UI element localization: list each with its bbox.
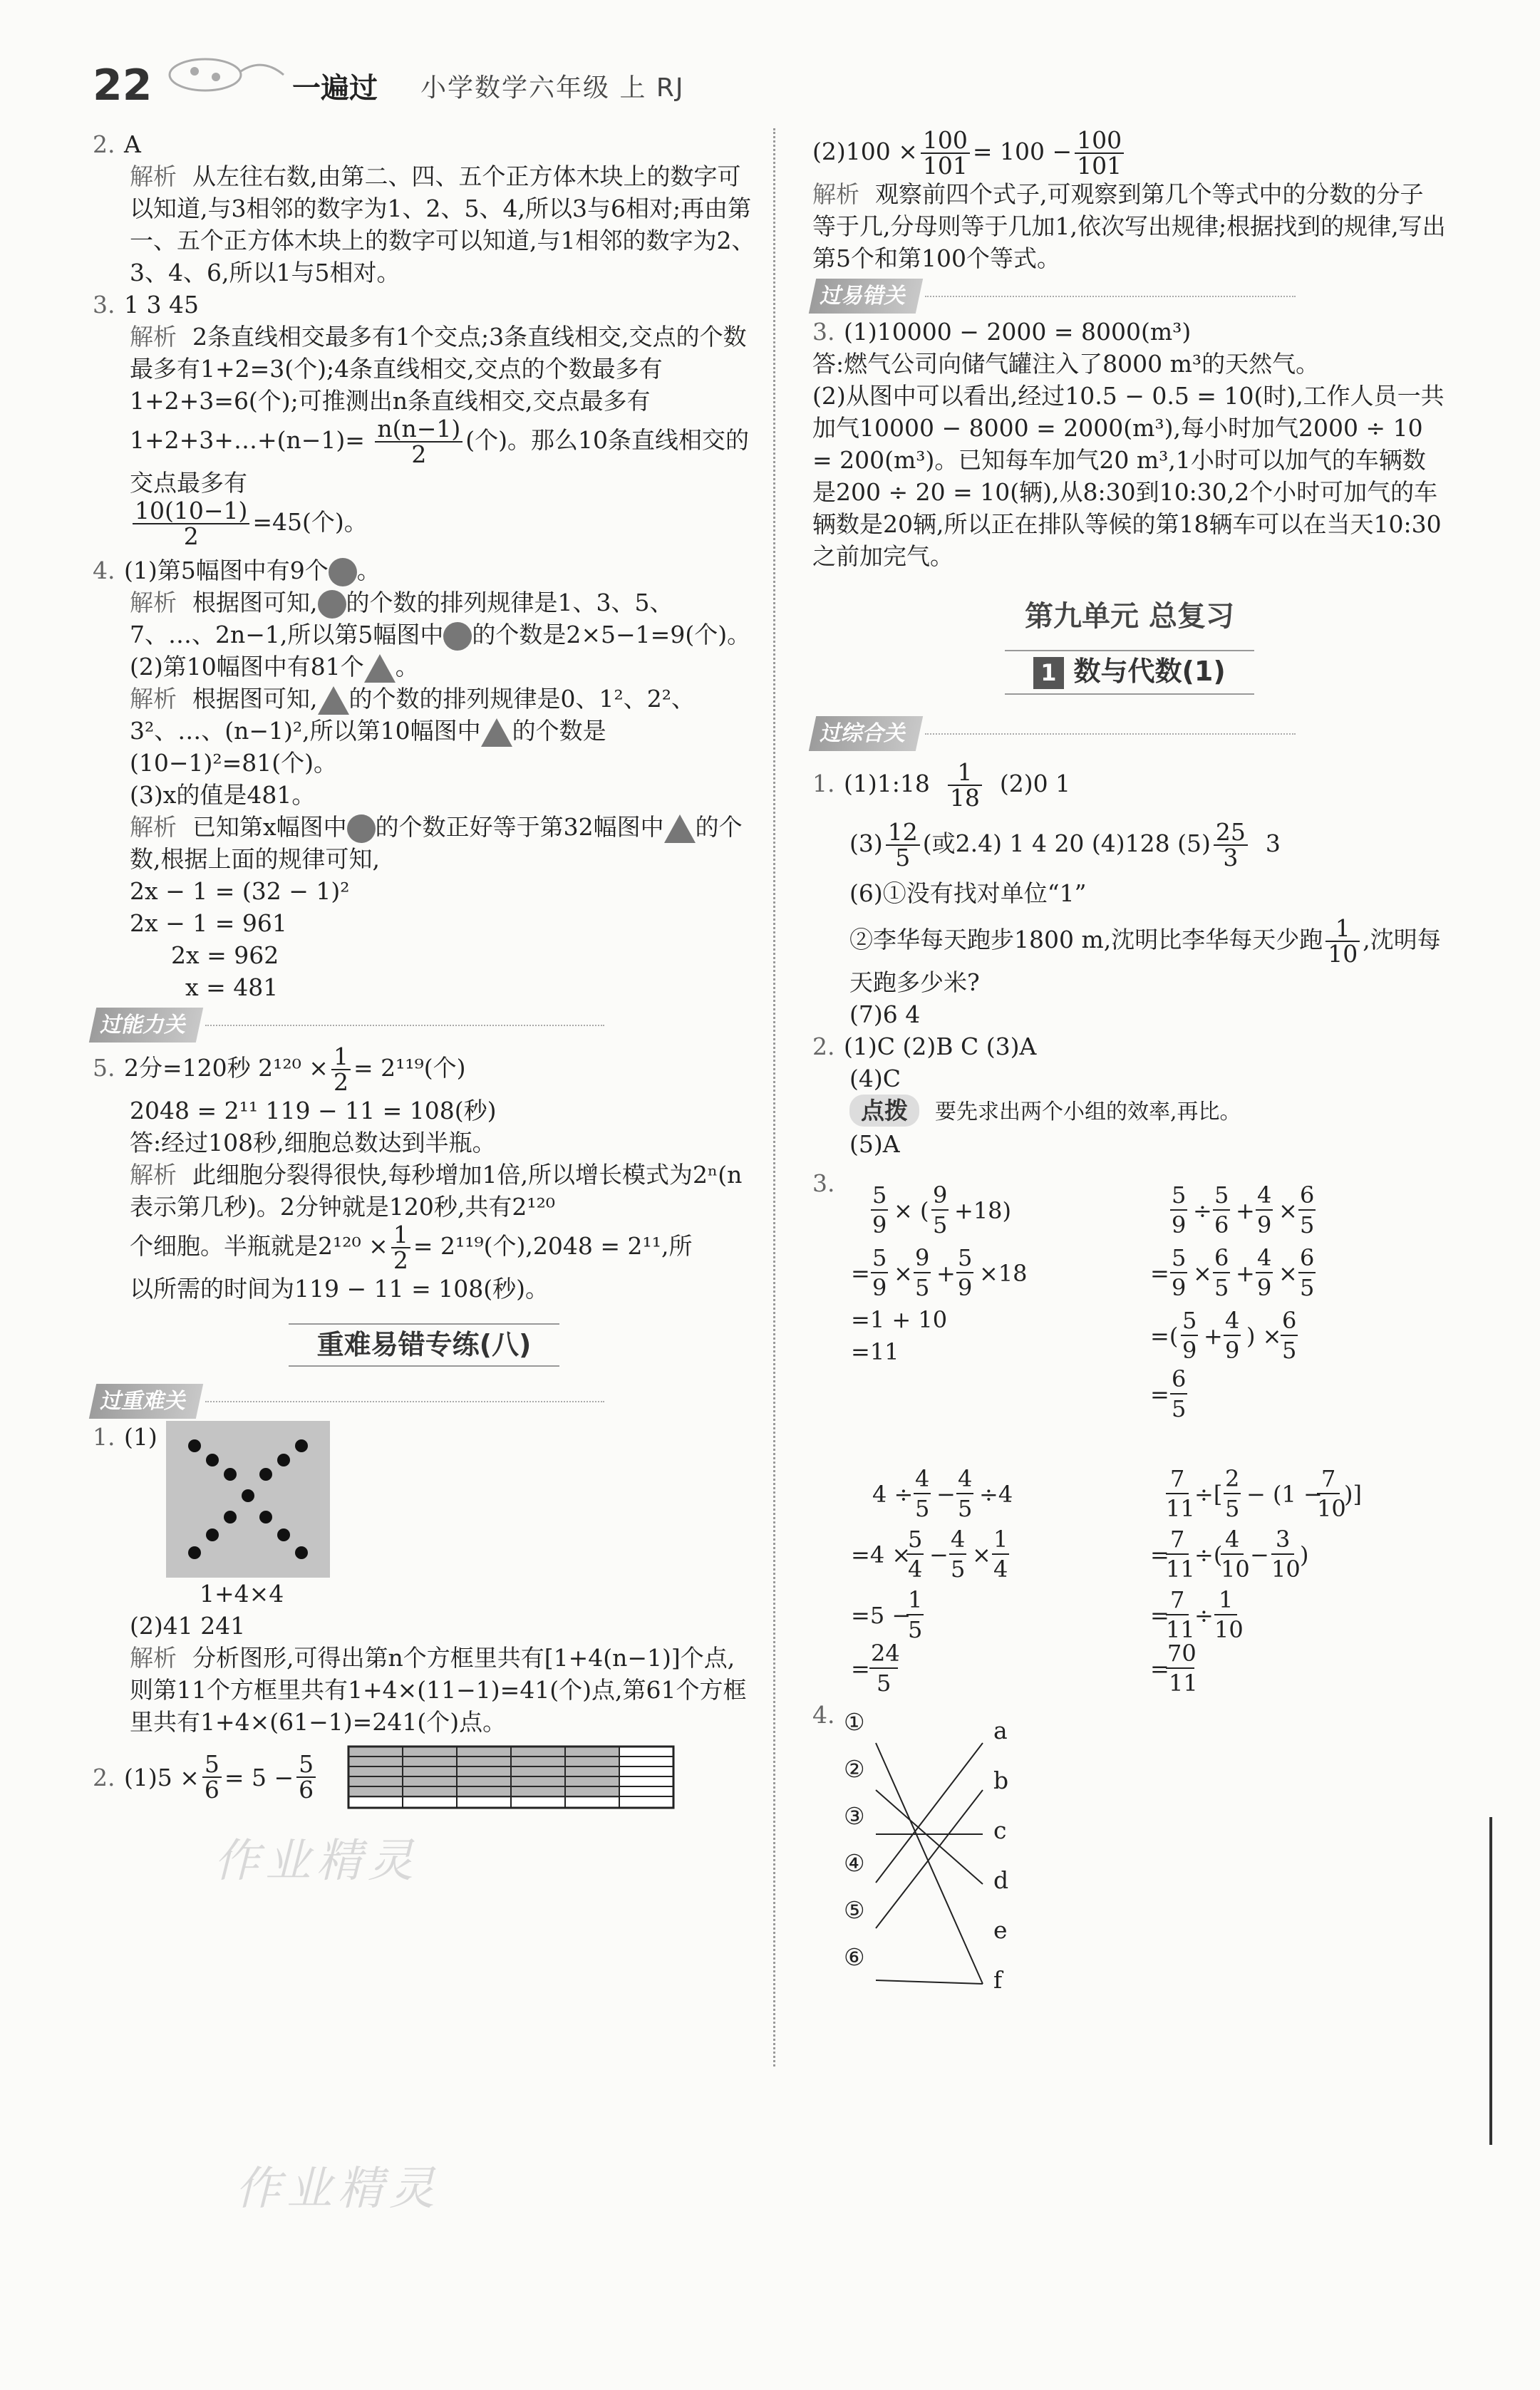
frac-bot: 3 xyxy=(1223,844,1239,871)
jiexi-label: 解析 xyxy=(130,813,177,841)
fraction xyxy=(202,1752,222,1802)
text: (1) xyxy=(124,1423,157,1451)
left-column: 2. A 解析 从左往右数,由第二、四、五个正方体木块上的数字可以知道,与3相邻的数字为1、2、5、4,所以3与6相对;再由第一、五个正方体木块上的数字可以知道,与1相邻的数字为2、3、4、6,所以1与5相对。 3. 1 3 45 解析 2条直线相交最多有1个交点;3条直线相交,交点的个数最多有1+2=3(个);4条直线相交,交点的个数最多有1+2+3=6(个);可推测出n条直线相交,交点最多有1+2+3+…+(n−1)= $\frac{n(n-1)}{2}$ (个)。那么10条直线相交的交点最多有 $\frac{10(10-1)}{2}$ =45(个)。 4. (1)第5幅图中有9个 。 解析 根据图可知, 的个数的排列规律是1、3、5、7、…、2n−1,所以第5幅图中 的个数是2×5−1=9(个)。 (2)第10幅图中有81个 。 解析 根据图可知, 的个数的排列规律是0、1²、2²、3²、…、(n−1)²,所以第10幅图中 的个数是(10−1)²=81(个)。 (3)x的值是481。 解析 已知第x幅图中 的个数正好等于第32幅图中 的个数,根据上面的规律可知, 2x − 1 = (32 − 1)² 2x − 1 = 961 2x = 962 x = 481 过能力关 5. 2分=120秒 2¹²⁰ × $\frac{1}{2}$ = 2¹¹⁹(个) 2048 = 2¹¹ 119 − 11 = 108(秒) 答:经过108秒,细胞总数达到半瓶。 解析 此细胞分裂得很快,每秒增加1倍,所以增长模式为2ⁿ(n表示第几秒)。2分钟就是120秒,共有2¹²⁰ 个细胞。半瓶就是2¹²⁰ × $\frac{1}{2}$ = 2¹¹⁹(个),2048 = 2¹¹,所 以所需的时间为119 − 11 = 108(秒)。 重难易错专练(八) 过重难关 1. (1) 1+4×4 (2)41 241 解析 分析图形,可得出第n个方框里共有[1+4(n−1)]个点,则第11个方框里共有1+4×(11−1)=41(个)点,第61个方框里共有1+4×(61−1)=241(个)点。 2. (1)5 × $\frac{5}{6}$ = 5 − $\frac{5}{6}$ xyxy=(93,128,755,1809)
q4-3-explanation xyxy=(93,811,755,875)
svg-text:5: 5 xyxy=(1282,1337,1297,1364)
q-num: 5. xyxy=(93,1054,115,1082)
text: (1)10000 − 2000 = 8000(m³) xyxy=(844,318,1192,346)
banner-label: 过综合关 xyxy=(809,716,923,751)
svg-text:5: 5 xyxy=(1214,1181,1229,1209)
svg-text:÷4: ÷4 xyxy=(979,1481,1013,1508)
formula: 1+4×4 xyxy=(200,1580,284,1608)
svg-text:5: 5 xyxy=(1172,1181,1187,1209)
svg-text:+: + xyxy=(1204,1323,1223,1350)
banner-label: 过能力关 xyxy=(89,1008,203,1043)
svg-text:70: 70 xyxy=(1167,1640,1197,1667)
jiexi-label: 解析 xyxy=(130,323,177,351)
svg-text:=: = xyxy=(1150,1381,1169,1408)
frac-bot: 5 xyxy=(895,844,911,871)
jiexi-label: 解析 xyxy=(130,685,177,713)
svg-text:3: 3 xyxy=(1276,1526,1291,1553)
svg-text:5: 5 xyxy=(1214,1274,1229,1301)
svg-text:=: = xyxy=(1150,1602,1169,1629)
jiexi-label: 解析 xyxy=(130,1644,177,1672)
jiexi-label: 解析 xyxy=(130,589,177,616)
dianbo-badge: 点拨 xyxy=(849,1095,919,1127)
svg-text:6: 6 xyxy=(1300,1244,1315,1271)
svg-text:× (: × ( xyxy=(894,1197,929,1224)
text: 根据图可知, xyxy=(192,589,318,616)
special-practice-title: 重难易错专练(八) xyxy=(289,1323,560,1367)
svg-text:÷: ÷ xyxy=(1193,1197,1212,1224)
svg-text:×: × xyxy=(1193,1260,1212,1287)
q3-answer: 1 3 45 xyxy=(124,291,199,319)
svg-text:11: 11 xyxy=(1166,1556,1195,1583)
svg-text:9: 9 xyxy=(1172,1274,1187,1301)
jiexi-label: 解析 xyxy=(812,180,859,208)
svg-text:)]: )] xyxy=(1344,1481,1362,1508)
svg-text:9: 9 xyxy=(933,1181,948,1209)
text: (或2.4) 1 4 20 (4)128 (5) xyxy=(922,829,1211,857)
svg-text:5: 5 xyxy=(958,1495,973,1522)
match-right: e xyxy=(993,1916,1008,1944)
banner-yicuo xyxy=(812,274,1447,316)
svg-text:5: 5 xyxy=(872,1181,887,1209)
frac-top: 5 xyxy=(202,1752,222,1778)
svg-text:5: 5 xyxy=(951,1556,966,1583)
text: (6)①没有找对单位“1” xyxy=(849,879,1087,907)
text: 的个数是2×5−1=9(个)。 xyxy=(472,621,751,648)
svg-text:×: × xyxy=(894,1260,913,1287)
q4-1: (1)第5幅图中有9个 xyxy=(124,557,329,584)
match-left: ⑤ xyxy=(844,1896,865,1924)
circle-icon xyxy=(347,814,376,843)
svg-text:7: 7 xyxy=(1170,1465,1185,1492)
svg-text:+: + xyxy=(1236,1260,1255,1287)
text: (4)C xyxy=(849,1065,901,1092)
svg-text:×: × xyxy=(1278,1197,1298,1224)
q-num: 2. xyxy=(93,1763,115,1791)
text: 3 xyxy=(1265,829,1281,857)
svg-text:4: 4 xyxy=(1257,1181,1272,1209)
text: 此细胞分裂得很快,每秒增加1倍,所以增长模式为2ⁿ(n表示第几秒)。2分钟就是120秒,共有2¹²⁰ xyxy=(130,1161,743,1221)
svg-text:1: 1 xyxy=(993,1526,1008,1553)
text: 分析图形,可得出第n个方框里共有[1+4(n−1)]个点,则第11个方框里共有1+4×(11−1)=41(个)点,第61个方框里共有1+4×(61−1)=241(个)点。 xyxy=(130,1644,747,1736)
text: 2分=120秒 2¹²⁰ × xyxy=(124,1054,329,1082)
s1-6b xyxy=(812,916,1447,998)
s4-matching xyxy=(812,1699,1447,2005)
svg-text:÷[: ÷[ xyxy=(1194,1481,1223,1508)
text: (1)5 × xyxy=(124,1763,200,1791)
svg-text:×: × xyxy=(1278,1260,1298,1287)
svg-text:11: 11 xyxy=(1169,1670,1198,1695)
svg-text:5: 5 xyxy=(933,1211,948,1238)
edge-bar xyxy=(1489,1817,1492,2145)
svg-text:9: 9 xyxy=(872,1211,887,1238)
fraction xyxy=(948,760,982,810)
svg-text:−: − xyxy=(936,1481,956,1508)
svg-text:5: 5 xyxy=(915,1495,930,1522)
svg-text:÷(: ÷( xyxy=(1194,1541,1223,1568)
watermark: 作业精灵 xyxy=(214,1835,419,1888)
frac-top: 1 xyxy=(948,760,982,786)
svg-text:9: 9 xyxy=(872,1274,887,1301)
text: 根据图可知, xyxy=(192,685,318,713)
svg-text:7: 7 xyxy=(1170,1526,1185,1553)
svg-text:6: 6 xyxy=(1300,1181,1315,1209)
svg-text:=5 −: =5 − xyxy=(851,1602,911,1629)
frac-bot: 2 xyxy=(411,440,427,468)
section-title-text: 数与代数(1) xyxy=(1073,656,1226,687)
equation: 2x − 1 = (32 − 1)² xyxy=(130,877,350,905)
svg-text:5: 5 xyxy=(1225,1495,1240,1522)
right-column xyxy=(812,128,1447,2005)
text: ,沈明每天跑多少米? xyxy=(849,926,1441,996)
svg-text:=(: =( xyxy=(1150,1323,1179,1350)
circle-icon xyxy=(329,558,357,586)
svg-text:5: 5 xyxy=(908,1616,923,1643)
equation: 2x − 1 = 961 xyxy=(130,909,287,937)
match-right: d xyxy=(993,1866,1009,1894)
svg-text:10: 10 xyxy=(1214,1616,1244,1643)
text: ②李华每天跑步1800 m,沈明比李华每天少跑 xyxy=(849,926,1323,953)
svg-text:−: − xyxy=(929,1541,949,1568)
fraction xyxy=(1214,820,1248,870)
text: 答:燃气公司向储气罐注入了8000 m³的天然气。 xyxy=(812,350,1320,378)
svg-text:−: − xyxy=(1250,1541,1269,1568)
svg-text:11: 11 xyxy=(1166,1616,1195,1643)
svg-text:10: 10 xyxy=(1317,1495,1346,1522)
svg-text:10: 10 xyxy=(1221,1556,1250,1583)
svg-text:4: 4 xyxy=(915,1465,930,1492)
q-num: 3. xyxy=(812,318,835,346)
svg-text:4: 4 xyxy=(958,1465,973,1492)
text: 个细胞。半瓶就是2¹²⁰ × xyxy=(130,1232,388,1260)
jiexi-label: 解析 xyxy=(130,1161,177,1189)
match-right: c xyxy=(993,1816,1007,1844)
svg-text:÷: ÷ xyxy=(1194,1602,1214,1629)
banner-label: 过易错关 xyxy=(809,279,923,314)
match-right: a xyxy=(993,1717,1008,1744)
svg-text:5: 5 xyxy=(872,1244,887,1271)
q-num: 1. xyxy=(93,1423,115,1451)
frac-bot: 2 xyxy=(333,1068,348,1096)
text: 的个数的排列规律是0、1²、2²、3²、…、(n−1)²,所以第10幅图中 xyxy=(130,685,695,745)
svg-text:6: 6 xyxy=(1214,1211,1229,1238)
svg-text:5: 5 xyxy=(915,1274,930,1301)
text: 以所需的时间为119 − 11 = 108(秒)。 xyxy=(130,1275,549,1303)
match-left: ③ xyxy=(844,1802,865,1830)
frac-top: 1 xyxy=(331,1045,351,1070)
svg-text:5: 5 xyxy=(1182,1307,1197,1334)
svg-text:7: 7 xyxy=(1321,1465,1336,1492)
circle-icon xyxy=(443,622,472,651)
triangle-icon xyxy=(364,654,396,683)
section-title xyxy=(1005,650,1254,695)
text: = 5 − xyxy=(224,1763,294,1791)
svg-text:9: 9 xyxy=(1182,1337,1197,1364)
match-left: ② xyxy=(844,1755,865,1783)
frac-bot: 2 xyxy=(393,1246,408,1274)
grid-figure xyxy=(347,1745,675,1809)
fraction xyxy=(886,820,920,870)
svg-text:2: 2 xyxy=(1225,1465,1240,1492)
text: 的个数正好等于第32幅图中 xyxy=(375,813,664,841)
svg-text:=11: =11 xyxy=(851,1338,899,1365)
header-decoration-icon xyxy=(162,50,291,100)
frac-bot: 6 xyxy=(299,1776,314,1804)
svg-text:+: + xyxy=(936,1260,956,1287)
q-num: 2. xyxy=(93,130,115,158)
svg-text:5: 5 xyxy=(908,1526,923,1553)
text: = 2¹¹⁹(个),2048 = 2¹¹,所 xyxy=(413,1232,693,1260)
svg-text:1: 1 xyxy=(1219,1586,1234,1613)
svg-text:4: 4 xyxy=(1257,1244,1272,1271)
column-divider xyxy=(773,128,775,2066)
text: 答:经过108秒,细胞总数达到半瓶。 xyxy=(130,1129,496,1157)
text: = 2¹¹⁹(个) xyxy=(353,1054,466,1082)
frac-bot: 10 xyxy=(1328,940,1358,968)
circle-icon xyxy=(318,590,346,619)
frac-bot: 101 xyxy=(922,152,968,180)
svg-text:=4 ×: =4 × xyxy=(851,1541,911,1568)
q4-1-explanation xyxy=(93,586,755,651)
svg-text:6: 6 xyxy=(1172,1365,1187,1392)
z1-explanation xyxy=(93,1642,755,1738)
text: (7)6 4 xyxy=(849,1000,921,1028)
fraction xyxy=(391,1223,410,1273)
match-left: ④ xyxy=(844,1849,865,1877)
q4-3: (3)x的值是481。 xyxy=(130,781,316,809)
svg-text:4: 4 xyxy=(993,1556,1008,1583)
q-num: 3. xyxy=(93,291,115,319)
q5-explanation xyxy=(93,1159,755,1305)
fraction xyxy=(133,499,249,549)
jiexi-label: 解析 xyxy=(130,162,177,190)
frac-top: 10(10−1) xyxy=(133,499,249,524)
svg-text:10: 10 xyxy=(1271,1556,1301,1583)
svg-text:9: 9 xyxy=(1257,1274,1272,1301)
matching-diagram xyxy=(844,1699,1058,2005)
q-num: 2. xyxy=(812,1033,835,1060)
svg-text:9: 9 xyxy=(915,1244,930,1271)
banner-zhongnan xyxy=(93,1380,755,1421)
match-left: ① xyxy=(844,1708,865,1736)
s3-calculations xyxy=(812,1167,1447,1695)
text: 的个数是(10−1)²=81(个)。 xyxy=(130,717,606,777)
q4-2: (2)第10幅图中有81个 xyxy=(130,653,364,681)
q-num: 4. xyxy=(812,1701,835,1729)
q3-jx-text: (个)。那么10条直线相交的交点最多有 xyxy=(130,426,750,497)
text: (5)A xyxy=(849,1130,900,1158)
text: (1)C (2)B C (3)A xyxy=(844,1033,1037,1060)
fraction xyxy=(296,1752,316,1802)
frac-top: 5 xyxy=(296,1752,316,1778)
q-num: 3. xyxy=(812,1169,835,1197)
q-num: 1. xyxy=(812,770,835,797)
svg-text:×18: ×18 xyxy=(979,1260,1028,1287)
banner-label: 过重难关 xyxy=(89,1384,203,1419)
brand-logo: 一遍过 xyxy=(292,72,378,105)
svg-text:=: = xyxy=(851,1655,870,1682)
triangle-icon xyxy=(481,718,512,747)
text: 的个数,根据上面的规律可知, xyxy=(130,813,743,873)
q3-jx-text: =45(个)。 xyxy=(252,508,368,536)
svg-text:4: 4 xyxy=(1225,1307,1240,1334)
banner-zonghe xyxy=(812,712,1447,753)
frac-top: 1 xyxy=(391,1223,410,1248)
unit-title: 第九单元 总复习 xyxy=(1025,600,1234,633)
svg-text:4: 4 xyxy=(951,1526,966,1553)
page-number: 22 xyxy=(93,61,153,110)
svg-text:4: 4 xyxy=(908,1556,923,1583)
svg-text:4: 4 xyxy=(1225,1526,1240,1553)
text: (2)100 × xyxy=(812,138,918,165)
text: (2)0 1 xyxy=(999,770,1071,797)
fraction xyxy=(375,417,462,467)
svg-text:1: 1 xyxy=(908,1586,923,1613)
text: 2048 = 2¹¹ 119 − 11 = 108(秒) xyxy=(130,1097,497,1124)
q2-answer: A xyxy=(124,130,141,158)
match-right-labels xyxy=(993,1706,1022,2005)
svg-text:24: 24 xyxy=(871,1640,900,1667)
q3-explanation xyxy=(93,321,755,549)
svg-text:5: 5 xyxy=(958,1244,973,1271)
svg-text:) ×: ) × xyxy=(1246,1323,1282,1350)
frac-top: 100 xyxy=(921,128,970,154)
fraction xyxy=(1325,916,1360,966)
svg-text:9: 9 xyxy=(1172,1211,1187,1238)
frac-top: 100 xyxy=(1075,128,1124,154)
watermark: 作业精灵 xyxy=(235,2163,440,2215)
svg-text:4 ÷: 4 ÷ xyxy=(872,1481,914,1508)
header-subtitle: 小学数学六年级 上 RJ xyxy=(420,73,685,103)
x-dot-figure xyxy=(166,1421,330,1578)
equation: 2x = 962 xyxy=(171,941,279,969)
r3-2-text: (2)从图中可以看出,经过10.5 − 0.5 = 10(时),工作人员一共加气10000 − 8000 = 2000(m³),每小时加气2000 ÷ 10 = 200(m³)。已知每车加气20 m³,1小时可以加气的车辆数是200 ÷ 20 = 10(辆),从8:30到10:30,2个小时可加气的车辆数是20辆,所以正在排队等候的第18辆车可以在当天10:30之前加完气。 xyxy=(812,382,1445,570)
svg-text:5: 5 xyxy=(877,1670,892,1695)
svg-text:5: 5 xyxy=(1300,1211,1315,1238)
svg-text:9: 9 xyxy=(958,1274,973,1301)
q2-explanation xyxy=(93,160,755,289)
triangle-icon xyxy=(318,686,349,715)
svg-text:×: × xyxy=(972,1541,991,1568)
svg-text:+18): +18) xyxy=(954,1197,1012,1224)
frac-top: 25 xyxy=(1214,820,1248,846)
svg-text:=1 + 10: =1 + 10 xyxy=(851,1306,948,1333)
svg-text:7: 7 xyxy=(1170,1586,1185,1613)
match-right: b xyxy=(993,1766,1009,1794)
match-left-labels xyxy=(844,1699,872,1981)
q-num: 4. xyxy=(93,557,115,584)
fraction xyxy=(921,128,970,178)
banner-nengli xyxy=(93,1003,755,1045)
frac-top: n(n−1) xyxy=(375,417,462,443)
svg-text:+: + xyxy=(1236,1197,1255,1224)
triangle-icon xyxy=(664,814,696,843)
text: 要先求出两个小组的效率,再比。 xyxy=(935,1100,1241,1124)
calc-block xyxy=(844,1167,1428,1695)
text: (2)41 241 xyxy=(130,1612,246,1640)
equation: x = 481 xyxy=(185,973,279,1001)
svg-text:5: 5 xyxy=(1172,1395,1187,1422)
match-left: ⑥ xyxy=(844,1943,865,1971)
text: 观察前四个式子,可观察到第几个等式中的分数的分子等于几,分母则等于几加1,依次写出规律;根据找到的规律,写出第5个和第100个等式。 xyxy=(812,180,1446,272)
r2-explanation xyxy=(812,178,1447,274)
q2-jx-text: 从左往右数,由第二、四、五个正方体木块上的数字可以知道,与3相邻的数字为1、2、5、4,所以3与6相对;再由第一、五个正方体木块上的数字可以知道,与1相邻的数字为2、3、4、6,所以1与5相对。 xyxy=(130,162,755,286)
svg-text:=: = xyxy=(1150,1541,1169,1568)
matching-lines xyxy=(844,1699,1058,2005)
svg-text:5: 5 xyxy=(1172,1244,1187,1271)
svg-text:11: 11 xyxy=(1166,1495,1195,1522)
q3-jx-text: 2条直线相交最多有1个交点;3条直线相交,交点的个数最多有1+2=3(个);4条直线相交,交点的个数最多有1+2+3=6(个);可推测出n条直线相交,交点最多有1+2+3+…+(n−1)= xyxy=(130,323,747,454)
svg-text:5: 5 xyxy=(1300,1274,1315,1301)
frac-bot: 2 xyxy=(183,522,199,550)
frac-bot: 18 xyxy=(949,784,980,812)
fraction xyxy=(1075,128,1124,178)
svg-text:6: 6 xyxy=(1214,1244,1229,1271)
text: (1)1:18 xyxy=(844,770,930,797)
svg-text:): ) xyxy=(1300,1541,1309,1568)
q4-2-explanation xyxy=(93,683,755,779)
fraction xyxy=(331,1045,351,1095)
match-right: f xyxy=(993,1966,1003,1994)
svg-text:− (1 −: − (1 − xyxy=(1246,1481,1323,1508)
svg-text:9: 9 xyxy=(1225,1337,1240,1364)
text: 已知第x幅图中 xyxy=(192,813,347,841)
text: 的个数的排列规律是1、3、5、7、…、2n−1,所以第5幅图中 xyxy=(130,589,673,648)
section-number: 1 xyxy=(1033,657,1063,689)
frac-bot: 6 xyxy=(204,1776,219,1804)
svg-text:9: 9 xyxy=(1257,1211,1272,1238)
svg-text:=: = xyxy=(1150,1260,1169,1287)
frac-top: 12 xyxy=(886,820,920,846)
text: (3) xyxy=(849,829,883,857)
frac-top: 1 xyxy=(1325,916,1360,942)
frac-bot: 101 xyxy=(1077,152,1122,180)
svg-text:6: 6 xyxy=(1282,1307,1297,1334)
text: = 100 − xyxy=(972,138,1073,165)
svg-text:=: = xyxy=(851,1260,870,1287)
svg-text:=: = xyxy=(1150,1655,1169,1682)
